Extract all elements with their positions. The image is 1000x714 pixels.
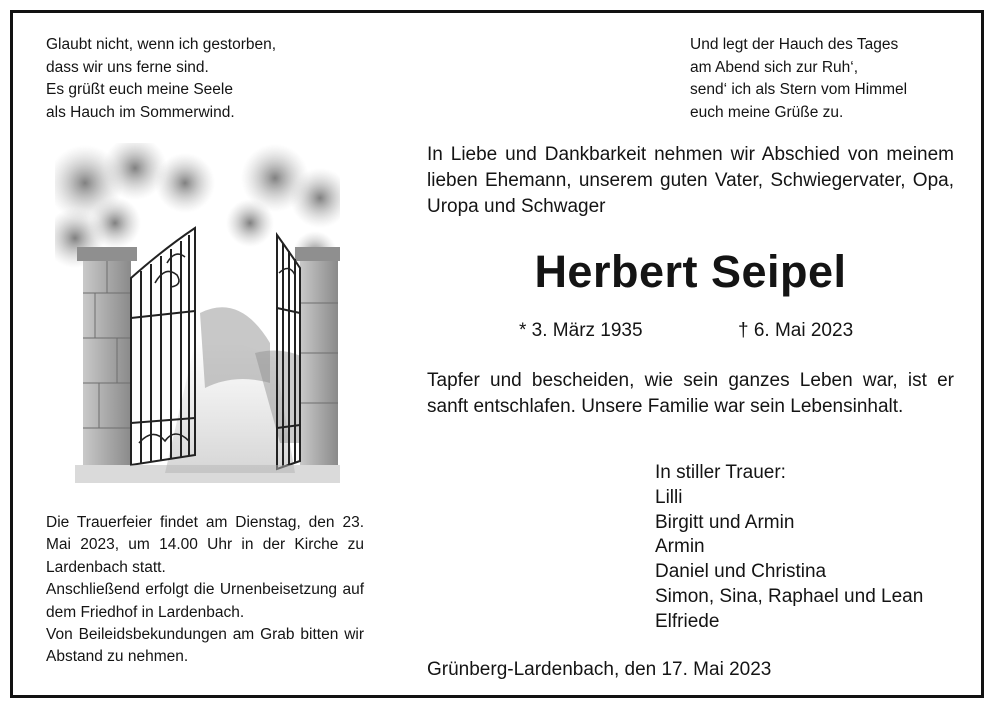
- place-and-date: Grünberg-Lardenbach, den 17. Mai 2023: [427, 659, 772, 680]
- farewell-intro: In Liebe und Dankbarkeit nehmen wir Abschied von meinem lieben Ehemann, unserem guten Vater, Schwiegervater, Opa, Uropa und Schwager: [427, 144, 954, 217]
- poem-right-line: Und legt der Hauch des Tages: [690, 36, 899, 53]
- poem-left-line: als Hauch im Sommerwind.: [46, 103, 235, 121]
- poem-right-line: send‘ ich als Stern vom Himmel: [690, 81, 908, 98]
- funeral-info-paragraph: Anschließend erfolgt die Urnenbeisetzung auf dem Friedhof in Lardenbach.: [46, 581, 364, 621]
- mourners-heading: In stiller Trauer:: [655, 462, 786, 483]
- poem-left-line: Es grüßt euch meine Seele: [46, 81, 233, 98]
- mourner-name: Elfriede: [655, 610, 720, 632]
- mourner-name: Lilli: [655, 486, 683, 508]
- tribute-text: Tapfer und bescheiden, wie sein ganzes Leben war, ist er sanft entschlafen. Unsere Familie war sein Lebensinhalt.: [427, 370, 954, 417]
- poem-left-line: Glaubt nicht, wenn ich gestorben,: [46, 36, 277, 53]
- funeral-info-paragraph: Von Beileidsbekundungen am Grab bitten wir Abstand zu nehmen.: [46, 626, 364, 666]
- poem-left-line: dass wir uns ferne sind.: [46, 58, 209, 76]
- mourner-name: Armin: [655, 536, 705, 558]
- deceased-name: Herbert Seipel: [534, 246, 847, 297]
- mourner-name: Birgitt und Armin: [655, 511, 795, 533]
- poem-left: [46, 34, 376, 124]
- mourner-name: Simon, Sina, Raphael und Lean: [655, 585, 924, 607]
- funeral-info: [46, 512, 364, 669]
- birth-date: * 3. März 1935: [519, 320, 643, 341]
- funeral-info-paragraph: Die Trauerfeier findet am Dienstag, den 23. Mai 2023, um 14.00 Uhr in der Kirche zu Lardenbach statt.: [46, 514, 364, 576]
- mourners-list: [655, 461, 965, 635]
- poem-right: [690, 34, 970, 124]
- poem-right-line: euch meine Grüße zu.: [690, 103, 844, 121]
- garden-gate-illustration: [55, 143, 340, 483]
- mourner-name: Daniel und Christina: [655, 561, 827, 583]
- death-date: † 6. Mai 2023: [738, 320, 854, 341]
- poem-right-line: am Abend sich zur Ruh‘,: [690, 58, 859, 76]
